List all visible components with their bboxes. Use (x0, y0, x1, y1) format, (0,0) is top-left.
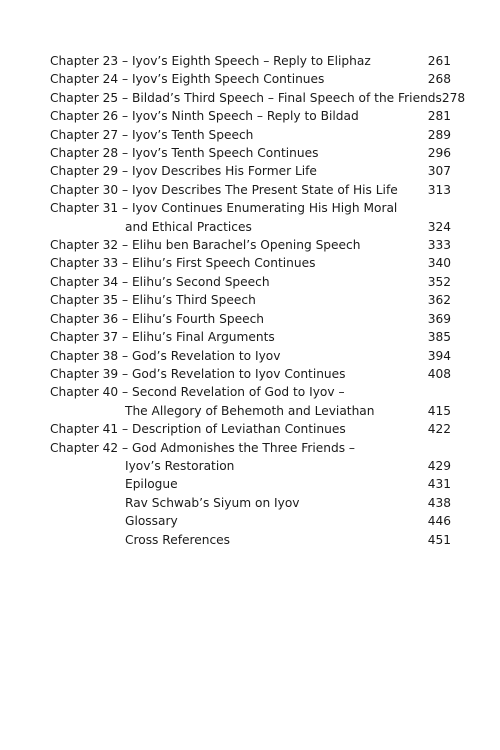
toc-entry-heading (50, 439, 411, 457)
section-title: Epilogue (125, 477, 178, 492)
page-number: 340 (427, 256, 451, 271)
chapter-title: Elihu’s Second Speech (131, 274, 270, 289)
toc-entry-text (50, 89, 442, 107)
page-number: 415 (427, 403, 451, 418)
chapter-title: Description of Leviathan Continues (131, 422, 346, 437)
toc-entry-heading (50, 52, 411, 70)
toc-entry-text (50, 126, 411, 144)
chapter-separator: – (118, 238, 132, 253)
toc-entry-text (50, 236, 411, 254)
toc-entry-heading (50, 273, 411, 291)
chapter-separator: – (118, 422, 132, 437)
chapter-number: Chapter 33 (50, 256, 119, 271)
chapter-separator: – (118, 109, 132, 124)
toc-entry (50, 181, 451, 199)
chapter-number: Chapter 39 (50, 366, 119, 381)
chapter-title: Iyov Continues Enumerating His High Moral (131, 201, 398, 216)
toc-entry-text (50, 162, 411, 180)
toc-entry-heading (50, 181, 411, 199)
table-of-contents (50, 52, 466, 549)
chapter-number: Chapter 30 (50, 182, 119, 197)
toc-entry-text (50, 254, 411, 272)
chapter-title: Elihu’s Third Speech (131, 293, 256, 308)
toc-entry (50, 52, 451, 70)
toc-entry (50, 162, 451, 180)
chapter-number: Chapter 38 (50, 348, 119, 363)
chapter-title: Second Revelation of God to Iyov – (131, 385, 345, 400)
toc-entry (50, 70, 451, 88)
page-number: 352 (427, 274, 451, 289)
chapter-number: Chapter 23 (50, 54, 119, 68)
chapter-separator: – (118, 164, 132, 179)
chapter-separator: – (118, 366, 132, 381)
chapter-separator: – (118, 182, 132, 197)
toc-entry-text (50, 291, 411, 309)
chapter-title: Bildad’s Third Speech – Final Speech of the Friends (131, 90, 442, 105)
toc-extra-entry (50, 475, 451, 493)
chapter-title-continued: The Allegory of Behemoth and Leviathan (125, 403, 375, 418)
chapter-title: Iyov’s Ninth Speech – Reply to Bildad (131, 109, 359, 124)
chapter-number: Chapter 32 (50, 238, 119, 253)
toc-entry (50, 236, 451, 254)
toc-entry-heading (50, 420, 411, 438)
page-number: 261 (427, 54, 451, 68)
toc-entry-text (50, 144, 411, 162)
toc-entry (50, 254, 451, 272)
chapter-title: Elihu’s Fourth Speech (131, 311, 265, 326)
page-number: 431 (427, 477, 451, 492)
toc-entry (50, 439, 451, 476)
toc-entry (50, 199, 451, 236)
section-title: Cross References (125, 532, 231, 547)
chapter-separator: – (118, 330, 132, 345)
page-number: 268 (427, 72, 451, 87)
toc-entry (50, 365, 451, 383)
chapter-separator: – (118, 256, 132, 271)
chapter-number: Chapter 29 (50, 164, 119, 179)
page-number: 281 (427, 109, 451, 124)
chapter-separator: – (118, 146, 132, 161)
chapter-number: Chapter 25 (50, 90, 119, 105)
toc-entry-heading (50, 254, 411, 272)
toc-entry (50, 126, 451, 144)
toc-extra-entry (50, 512, 451, 530)
toc-entry (50, 273, 451, 291)
page-number: 307 (427, 164, 451, 179)
toc-entry-heading (50, 347, 411, 365)
toc-entry-heading (50, 291, 411, 309)
chapter-separator: – (118, 54, 132, 68)
chapter-title: Iyov Describes The Present State of His Life (131, 182, 398, 197)
chapter-separator: – (118, 274, 132, 289)
chapter-separator: – (118, 201, 132, 216)
toc-entry (50, 328, 451, 346)
section-title: Rav Schwab’s Siyum on Iyov (125, 495, 300, 510)
page-number: 408 (427, 366, 451, 381)
chapter-number: Chapter 28 (50, 146, 119, 161)
chapter-title: God’s Revelation to Iyov (131, 348, 281, 363)
page-number: 438 (427, 495, 451, 510)
chapter-title: Elihu’s Final Arguments (131, 330, 275, 345)
toc-extra-entry (50, 531, 451, 549)
toc-entry-heading (50, 144, 411, 162)
chapter-title: Iyov’s Tenth Speech (131, 127, 254, 142)
page-number: 278 (441, 90, 466, 105)
toc-entry-text (50, 328, 411, 346)
toc-entry-heading (50, 365, 411, 383)
chapter-title-continued: Iyov’s Restoration (125, 458, 235, 473)
toc-entry (50, 144, 451, 162)
page-number: 369 (427, 311, 451, 326)
toc-entry-heading (50, 236, 411, 254)
toc-entry-heading (50, 162, 411, 180)
chapter-title: Elihu’s First Speech Continues (131, 256, 316, 271)
toc-entry-heading (50, 383, 411, 401)
page-number: 324 (427, 219, 451, 234)
toc-entry-heading (50, 328, 411, 346)
section-title: Glossary (125, 514, 178, 529)
chapter-title: Iyov Describes His Former Life (131, 164, 317, 179)
toc-entry-text (50, 439, 411, 476)
page-number: 451 (427, 532, 451, 547)
toc-entry-text (50, 420, 411, 438)
page-number: 313 (427, 182, 451, 197)
chapter-number: Chapter 40 (50, 385, 119, 400)
toc-entry-text (50, 199, 411, 236)
page-number: 446 (427, 514, 451, 529)
chapter-separator: – (118, 348, 132, 363)
chapter-separator: – (118, 293, 132, 308)
chapter-title: Iyov’s Eighth Speech – Reply to Eliphaz (131, 54, 371, 68)
chapter-separator: – (118, 311, 132, 326)
chapter-separator: – (118, 72, 132, 87)
toc-entry (50, 107, 451, 125)
toc-entry-heading (50, 310, 411, 328)
chapter-number: Chapter 41 (50, 422, 119, 437)
chapter-title: Iyov’s Tenth Speech Continues (131, 146, 319, 161)
toc-entry-heading (50, 89, 442, 107)
toc-entry-text (50, 70, 411, 88)
toc-entry (50, 347, 451, 365)
toc-entry-text (50, 107, 411, 125)
toc-entry (50, 291, 451, 309)
chapter-number: Chapter 42 (50, 440, 119, 455)
toc-entry-text (50, 273, 411, 291)
toc-entry-heading (50, 70, 411, 88)
page-number: 333 (427, 238, 451, 253)
chapter-number: Chapter 24 (50, 72, 119, 87)
toc-entry-heading (50, 126, 411, 144)
chapter-title: Iyov’s Eighth Speech Continues (131, 72, 325, 87)
chapter-number: Chapter 37 (50, 330, 119, 345)
page-number: 296 (427, 146, 451, 161)
toc-entry-text (50, 365, 411, 383)
chapter-title: God’s Revelation to Iyov Continues (131, 366, 346, 381)
chapter-title: Elihu ben Barachel’s Opening Speech (131, 238, 361, 253)
page-number: 429 (427, 458, 451, 473)
chapter-number: Chapter 27 (50, 127, 119, 142)
chapter-separator: – (118, 127, 132, 142)
page-number: 422 (427, 422, 451, 437)
toc-entry-text (50, 181, 411, 199)
page-number: 385 (427, 330, 451, 345)
toc-entry (50, 420, 451, 438)
chapter-number: Chapter 31 (50, 201, 119, 216)
chapter-number: Chapter 36 (50, 311, 119, 326)
chapter-separator: – (118, 385, 132, 400)
toc-entry-heading (50, 199, 411, 217)
toc-entry (50, 89, 466, 107)
toc-entry-text (50, 310, 411, 328)
toc-entry-text (50, 347, 411, 365)
page-number: 394 (427, 348, 451, 363)
page-number: 362 (427, 293, 451, 308)
toc-extra-entry (50, 494, 451, 512)
toc-entry (50, 310, 451, 328)
toc-entry-text (50, 52, 411, 70)
chapter-number: Chapter 26 (50, 109, 119, 124)
toc-entry-heading (50, 107, 411, 125)
toc-entry (50, 383, 451, 420)
toc-entry-text (50, 383, 411, 420)
page-number: 289 (427, 127, 451, 142)
chapter-separator: – (118, 90, 132, 105)
chapter-number: Chapter 35 (50, 293, 119, 308)
chapter-title-continued: and Ethical Practices (125, 219, 252, 234)
chapter-number: Chapter 34 (50, 274, 119, 289)
chapter-title: God Admonishes the Three Friends – (131, 440, 356, 455)
chapter-separator: – (118, 440, 132, 455)
